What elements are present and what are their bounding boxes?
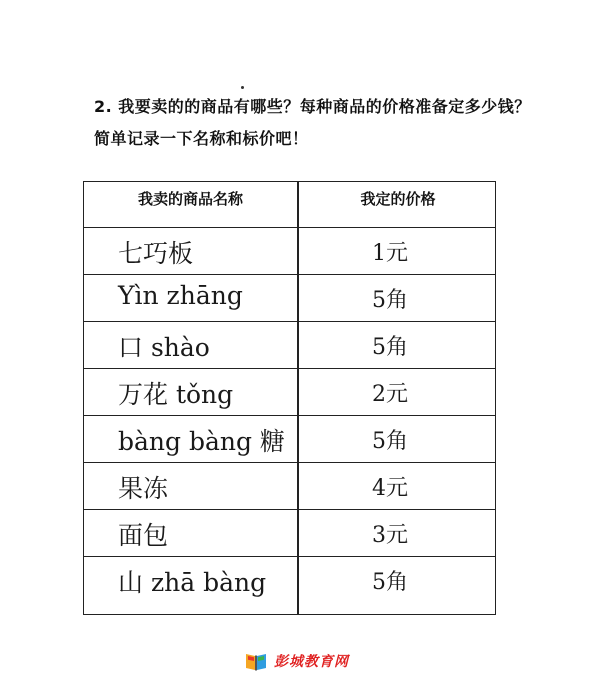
site-logo [244, 648, 349, 674]
question-line-1: 2. 我要卖的的商品有哪些？每种商品的价格准备定多少钱？ [94, 97, 531, 116]
stray-dot [241, 86, 244, 89]
question-line-2: 简单记录一下名称和标价吧！ [94, 129, 309, 148]
table-row [84, 228, 495, 275]
goods-price: 2元 [372, 382, 408, 407]
goods-price-table [83, 181, 496, 615]
goods-price: 5角 [372, 288, 408, 313]
table-row [84, 463, 495, 510]
goods-name: 果冻 [118, 474, 169, 503]
goods-price: 5角 [372, 429, 408, 454]
table-row [84, 510, 495, 557]
goods-name: 山 zhā bàng [118, 568, 267, 597]
table-row [84, 557, 495, 604]
goods-price: 1元 [372, 241, 408, 266]
goods-name: 万花 tǒng [118, 380, 234, 409]
table-row [84, 275, 495, 322]
question-prompt [94, 91, 564, 155]
goods-name: Yìn zhāng [118, 281, 243, 310]
goods-name: 七巧板 [118, 239, 194, 268]
goods-name: bàng bàng 糖 [118, 427, 285, 456]
goods-name: 口 shào [118, 333, 210, 362]
open-book-icon [244, 649, 268, 673]
goods-name: 面包 [118, 521, 169, 550]
header-goods-name: 我卖的商品名称 [137, 190, 243, 208]
header-price: 我定的价格 [360, 190, 436, 208]
table-header-row [84, 182, 495, 228]
logo-text: 彭城教育网 [274, 654, 349, 670]
table-row [84, 416, 495, 463]
goods-price: 3元 [372, 523, 408, 548]
goods-price: 5角 [372, 335, 408, 360]
table-row [84, 369, 495, 416]
goods-price: 5角 [372, 570, 408, 595]
table-row [84, 322, 495, 369]
goods-price: 4元 [372, 476, 408, 501]
